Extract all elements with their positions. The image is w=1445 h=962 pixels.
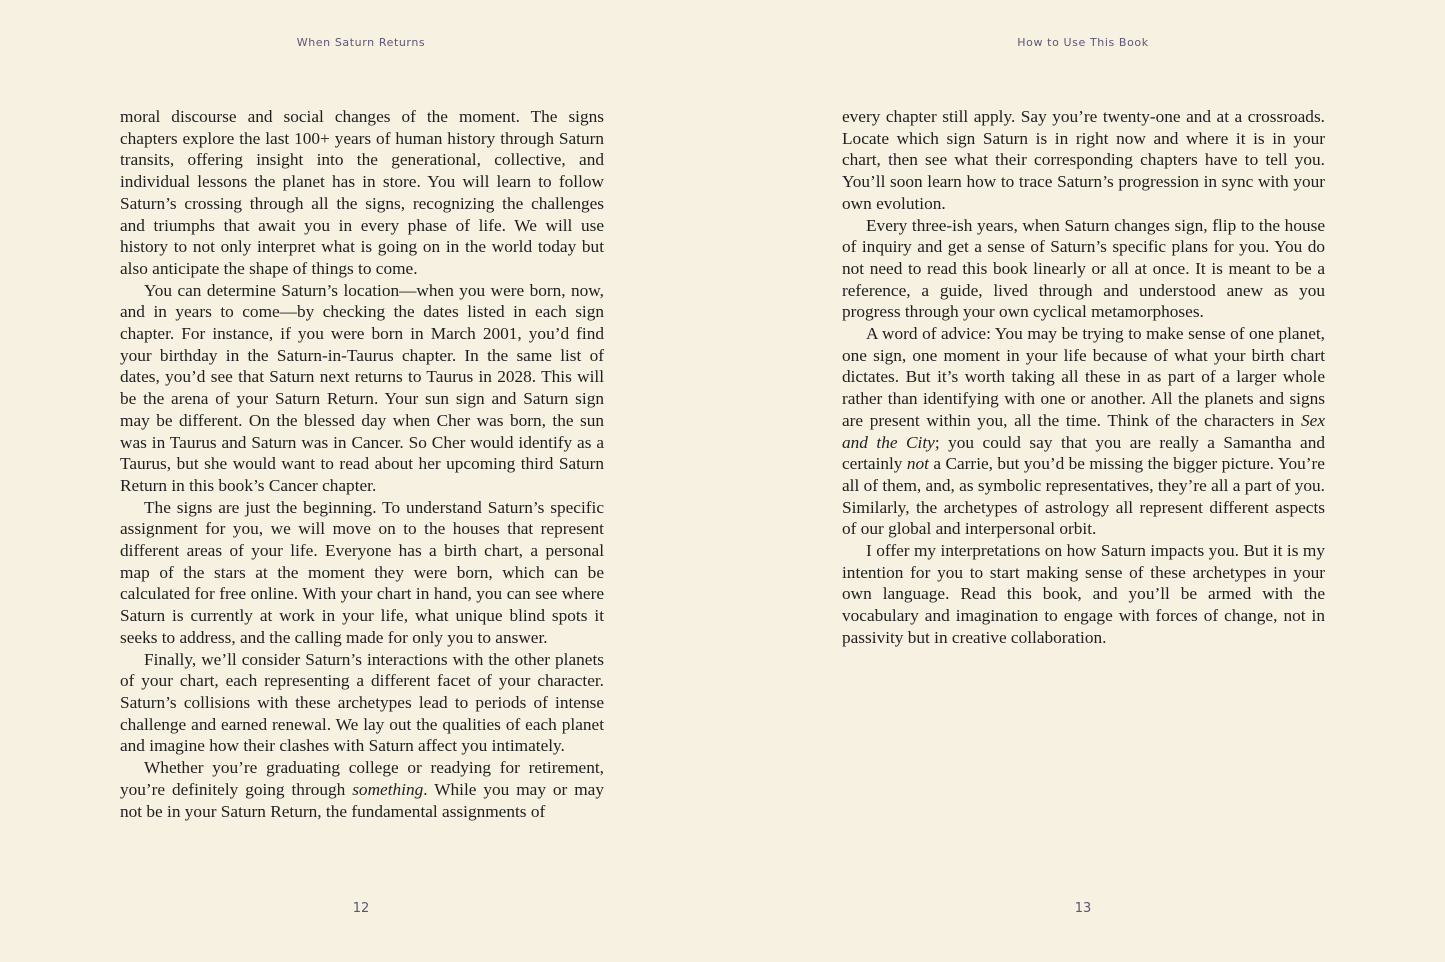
paragraph xyxy=(120,757,604,822)
paragraph: Every three-ish years, when Saturn changes sign, flip to the house of inquiry and get a sense of Saturn’s specific plans for you. You do not need to read this book linearly or all at once. It is meant to be a reference, a guide, lived through and understood anew as you progress through your own cyclical metamorphoses. xyxy=(842,215,1325,322)
page-number: 12 xyxy=(352,901,370,916)
running-head: When Saturn Returns xyxy=(296,36,426,49)
left-page xyxy=(0,0,722,962)
italic-run: not xyxy=(906,454,929,474)
paragraph xyxy=(842,323,1325,540)
page-number: 13 xyxy=(1074,901,1092,916)
italic-run: something xyxy=(352,779,424,799)
paragraph: You can determine Saturn’s location—when you were born, now, and in years to come—by checking the dates listed in each sign chapter. For instance, if you were born in March 2001, you’d find your birthday in the Saturn-in-Taurus chapter. In the same list of dates, you’d see that Saturn next returns to Taurus in 2028. This will be the arena of your Saturn Return. Your sun sign and Saturn sign may be different. On the blessed day when Cher was born, the sun was in Taurus and Saturn was in Cancer. So Cher would identify as a Taurus, but she would want to read about her upcoming third Saturn Return in this book’s Cancer chapter. xyxy=(120,280,604,495)
text-run: ; you could say that you are really a Samantha and certainly xyxy=(842,432,1325,474)
text-run: Whether you’re graduating college or readying for retirement, you’re definitely going through xyxy=(120,758,604,799)
text-run: a Carrie, but you’d be missing the bigger picture. You’re all of them, and, as symbolic representatives, they’re all a part of you. Similarly, the archetypes of astrology all represent different aspects of our global and interpersonal orbit. xyxy=(842,454,1325,539)
paragraph: The signs are just the beginning. To understand Saturn’s specific assignment for you, we will move on to the houses that represent different areas of your life. Everyone has a birth chart, a personal map of the stars at the moment they were born, which can be calculated for free online. With your chart in hand, you can see where Saturn is currently at work in your life, what unique blind spots it seeks to address, and the calling made for only you to answer. xyxy=(120,497,604,647)
paragraph: moral discourse and social changes of the moment. The signs chapters explore the last 100+ years of human history through Saturn transits, offering insight into the generational, collective, and individual lessons the planet has in store. You will learn to follow Saturn’s crossing through all the signs, recognizing the challenges and triumphs that await you in every phase of life. We will use history to not only interpret what is going on in the world today but also anticipate the shape of things to come. xyxy=(120,107,604,278)
paragraph: Finally, we’ll consider Saturn’s interactions with the other planets of your chart, each representing a different facet of your character. Saturn’s collisions with these archetypes lead to periods of intense challenge and earned renewal. We lay out the qualities of each planet and imagine how their clashes with Saturn affect you intimately. xyxy=(120,649,604,756)
paragraph: I offer my interpretations on how Saturn impacts you. But it is my intention for you to start making sense of these archetypes in your own language. Read this book, and you’ll be armed with the vocabulary and imagination to engage with forces of change, not in passivity but in creative collaboration. xyxy=(842,541,1325,647)
body-text xyxy=(120,106,604,822)
text-run: A word of advice: You may be trying to make sense of one planet, one sign, one moment in your life because of what your birth chart dictates. But it’s worth taking all these in as part of a larger whole rather than identifying with one or another. All the planets and signs are present within you, all the time. Think of the characters in xyxy=(842,324,1325,430)
paragraph: every chapter still apply. Say you’re twenty-one and at a crossroads. Locate which sign Saturn is in right now and where it is in your chart, then see what their corresponding chapters have to tell you. You’ll soon learn how to trace Saturn’s progression in sync with your own evolution. xyxy=(842,107,1325,213)
right-page xyxy=(722,0,1444,962)
running-head: How to Use This Book xyxy=(1017,36,1149,49)
body-text xyxy=(842,106,1325,649)
text-run: . While you may or may not be in your Saturn Return, the fundamental assignments of xyxy=(120,779,604,821)
italic-run: Sex and the City xyxy=(842,410,1325,452)
